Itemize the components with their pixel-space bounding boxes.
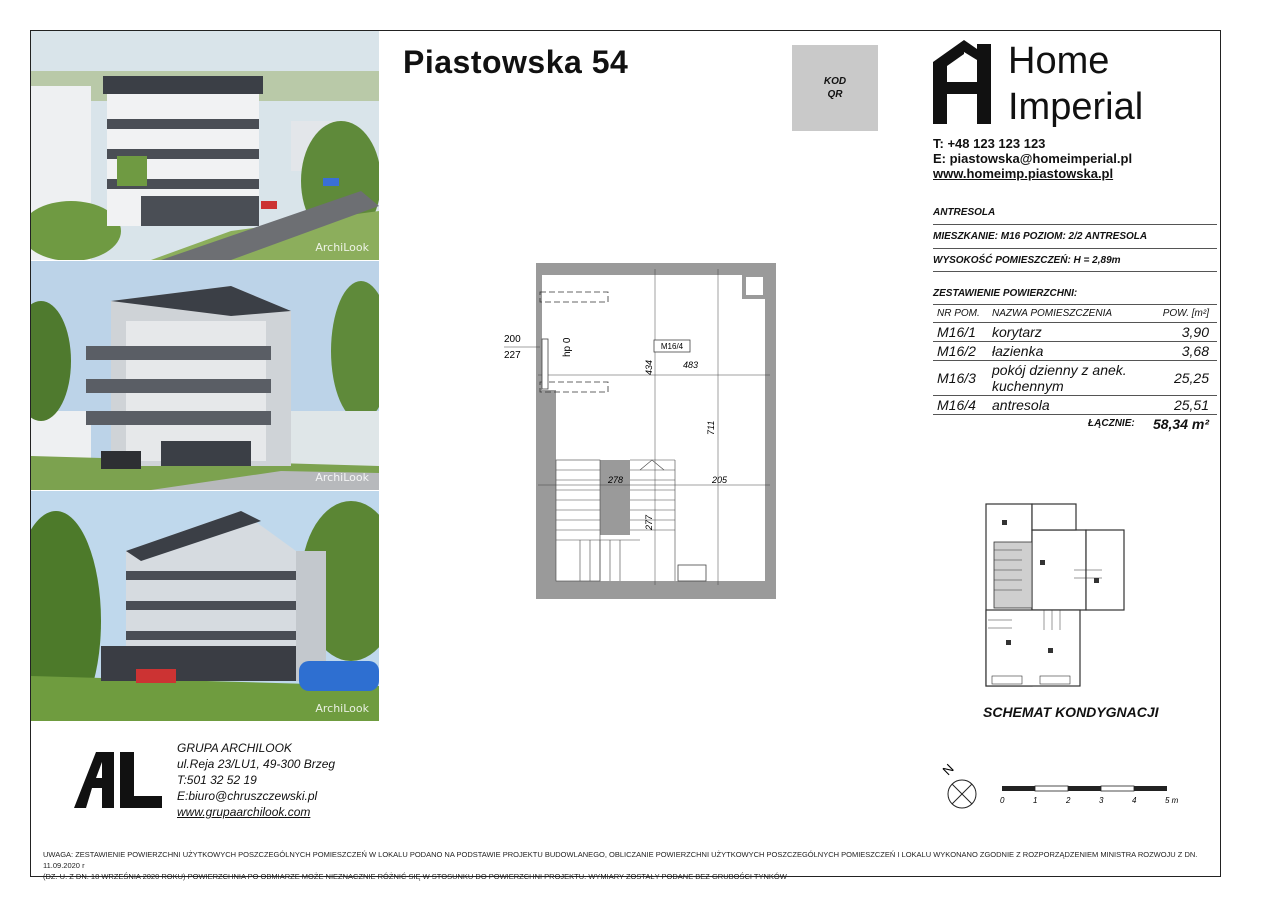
scale-tick: 2: [1066, 796, 1071, 805]
window-top-height: 200: [504, 334, 521, 345]
col-header-name: NAZWA POMIESZCZENIA: [988, 305, 1139, 323]
contact-website-link[interactable]: www.homeimp.piastowska.pl: [933, 166, 1114, 181]
table-total-row: [933, 415, 1217, 434]
dim-depth: 434: [644, 359, 654, 375]
contact-email: E: piastowska@homeimperial.pl: [933, 151, 1133, 166]
watermark: ArchiLook: [315, 702, 369, 715]
scale-tick: 5 m: [1165, 796, 1179, 805]
contact-phone: T: +48 123 123 123: [933, 136, 1046, 151]
divider: [933, 224, 1217, 225]
room-id: M16/1: [933, 323, 988, 342]
divider: [933, 271, 1217, 272]
divider: [933, 248, 1217, 249]
col-header-id: NR POM.: [933, 305, 988, 323]
room-area: 3,90: [1139, 323, 1217, 342]
house-h-logo-icon: [933, 40, 995, 129]
level-label: ANTRESOLA: [933, 207, 996, 218]
company-website-link[interactable]: www.grupaarchilook.com: [177, 805, 311, 819]
total-label: ŁĄCZNIE:: [1088, 418, 1135, 429]
table-row: [933, 342, 1217, 361]
room-tag-label: M16/4: [660, 342, 684, 351]
company-phone: T:501 32 52 19: [177, 773, 257, 787]
dim-stair-depth: 277: [644, 514, 654, 530]
company-email: E:biuro@chruszczewski.pl: [177, 789, 318, 803]
floor-schema-diagram: [982, 500, 1132, 690]
room-name: łazienka: [988, 342, 1139, 361]
company-block: [177, 740, 335, 820]
dim-width: 483: [683, 360, 699, 370]
scale-tick: 0: [1000, 796, 1005, 805]
floor-schema-label: SCHEMAT KONDYGNACJI: [983, 704, 1159, 720]
company-name: GRUPA ARCHILOOK: [177, 741, 292, 755]
watermark: ArchiLook: [315, 241, 369, 254]
brand-name-line1: Home: [1008, 40, 1110, 82]
room-area: 25,51: [1139, 396, 1217, 415]
table-row: [933, 361, 1217, 396]
floor-plan: [500, 255, 790, 605]
room-area: 3,68: [1139, 342, 1217, 361]
scale-tick: 3: [1099, 796, 1104, 805]
col-header-area: POW. [m²]: [1139, 305, 1217, 323]
disclaimer-line1: UWAGA: ZESTAWIENIE POWIERZCHNI UŻYTKOWYCH POSZCZEGÓLNYCH POMIESZCZEŃ W LOKALU PODANO NA PODSTAWIE PROJEKTU BUDOWLANEGO, OBLICZANIE POWIERZCHNI UŻYTKOWYCH POSZCZEGÓLNYCH POMIESZCZEŃ I LOKALU WYKONANO ZGODNIE Z ROZPORZĄDZENIEM MINISTRA ROZWOJU Z DN. 11.09.2020 r: [43, 850, 1198, 870]
qr-label-line1: KOD: [823, 76, 847, 87]
watermark: ArchiLook: [315, 471, 369, 484]
window-bottom-height: 227: [504, 350, 521, 361]
room-name: korytarz: [988, 323, 1139, 342]
height-label: WYSOKOŚĆ POMIESZCZEŃ: H = 2,89m: [933, 255, 1121, 266]
dim-right: 711: [706, 420, 716, 435]
page-title: Piastowska 54: [403, 44, 629, 80]
archilook-logo-icon: [74, 748, 164, 810]
scale-tick: 1: [1033, 796, 1038, 805]
brand-name-line2: Imperial: [1008, 86, 1144, 128]
table-row: [933, 323, 1217, 342]
disclaimer-line2: (DZ. U. Z DN. 18 WRZEŚNIA 2020 ROKU) POWIERZCHNIA PO OBMIARZE MOŻE NIEZNACZNIE RÓŻNIĆ SIĘ W STOSUNKU DO POWIERZCHNI PROJEKTU. WYMIARY ZOSTAŁY PODANE BEZ GRUBOŚCI TYNKÓW: [43, 872, 787, 881]
summary-title: ZESTAWIENIE POWIERZCHNI:: [933, 288, 1078, 299]
room-area: 25,25: [1139, 361, 1217, 396]
disclaimer-note: [43, 849, 1223, 882]
total-value: 58,34 m²: [1152, 416, 1209, 432]
room-name: antresola: [988, 396, 1139, 415]
company-address: ul.Reja 23/LU1, 49-300 Brzeg: [177, 757, 336, 771]
compass-icon: [940, 760, 982, 812]
scale-bar: [998, 782, 1188, 808]
contact-block: [933, 136, 1132, 181]
window-hp: hp 0: [562, 337, 573, 357]
building-render-3: [31, 491, 379, 721]
room-id: M16/2: [933, 342, 988, 361]
dim-right-width: 205: [712, 475, 728, 485]
building-render-2: [31, 261, 379, 490]
apartment-label: MIESZKANIE: M16 POZIOM: 2/2 ANTRESOLA: [933, 231, 1148, 242]
building-render-1: [31, 31, 379, 260]
room-id: M16/3: [933, 361, 988, 396]
room-id: M16/4: [933, 396, 988, 415]
scale-tick: 4: [1132, 796, 1137, 805]
area-table: [933, 304, 1217, 433]
compass-north-label: N: [940, 760, 957, 779]
table-row: [933, 396, 1217, 415]
table-header-row: [933, 305, 1217, 323]
dim-stair-width: 278: [608, 475, 624, 485]
qr-label-line2: QR: [827, 89, 843, 100]
room-name: pokój dzienny z anek. kuchennym: [988, 361, 1139, 396]
brand-name: [1008, 38, 1143, 130]
qr-code-placeholder: [792, 45, 878, 131]
